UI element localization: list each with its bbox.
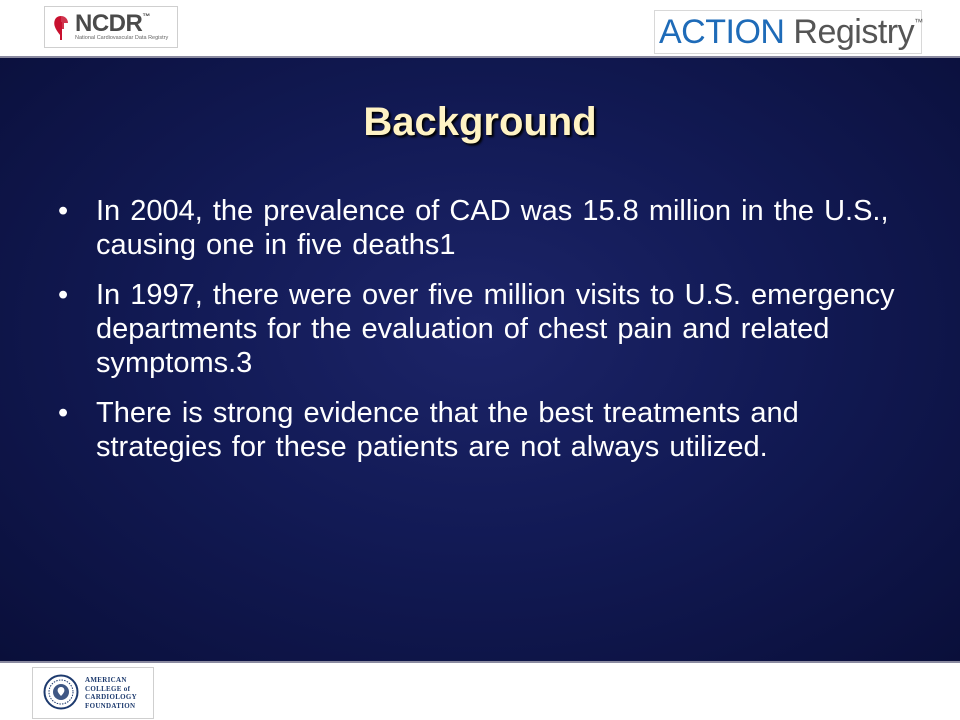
bullet-list bbox=[58, 194, 918, 480]
ncdr-logo-name-text: NCDR bbox=[75, 10, 143, 37]
action-trademark: ™ bbox=[914, 17, 923, 27]
action-registry-wordmark bbox=[659, 13, 923, 52]
acc-seal-icon bbox=[43, 674, 79, 710]
registry-word: Registry bbox=[793, 13, 915, 51]
action-registry-logo bbox=[654, 10, 922, 54]
acc-foundation-logo bbox=[32, 667, 154, 719]
bullet-item bbox=[58, 194, 918, 262]
bullet-text: In 2004, the prevalence of CAD was 15.8 million in the U.S., causing one in five deaths1 bbox=[96, 195, 889, 261]
ncdr-logo-name bbox=[75, 10, 150, 38]
bullet-dot: • bbox=[58, 397, 69, 429]
acc-logo-line: CARDIOLOGY bbox=[85, 693, 138, 701]
content-panel bbox=[0, 56, 960, 663]
footer-bar bbox=[0, 663, 960, 720]
ncdr-heart-icon bbox=[51, 12, 71, 42]
ncdr-logo bbox=[44, 6, 178, 48]
bullet-text: In 1997, there were over five million visits to U.S. emergency departments for the evaluation of chest pain and related symptoms.3 bbox=[96, 279, 895, 379]
acc-logo-line: COLLEGE of bbox=[85, 684, 131, 693]
slide-title: Background bbox=[363, 100, 597, 144]
acc-logo-line: FOUNDATION bbox=[85, 701, 136, 710]
bullet-dot: • bbox=[58, 195, 69, 227]
action-word: ACTION bbox=[659, 13, 785, 51]
acc-logo-text bbox=[85, 676, 137, 710]
bullet-dot: • bbox=[58, 279, 69, 311]
bullet-item bbox=[58, 396, 918, 464]
acc-logo-line: AMERICAN bbox=[85, 676, 127, 684]
bullet-item bbox=[58, 278, 918, 380]
bullet-text: There is strong evidence that the best treatments and strategies for these patients are not always utilized. bbox=[96, 397, 799, 463]
header-bar bbox=[0, 0, 960, 56]
ncdr-logo-subtitle: National Cardiovascular Data Registry bbox=[75, 35, 169, 41]
ncdr-trademark: ™ bbox=[142, 12, 150, 21]
